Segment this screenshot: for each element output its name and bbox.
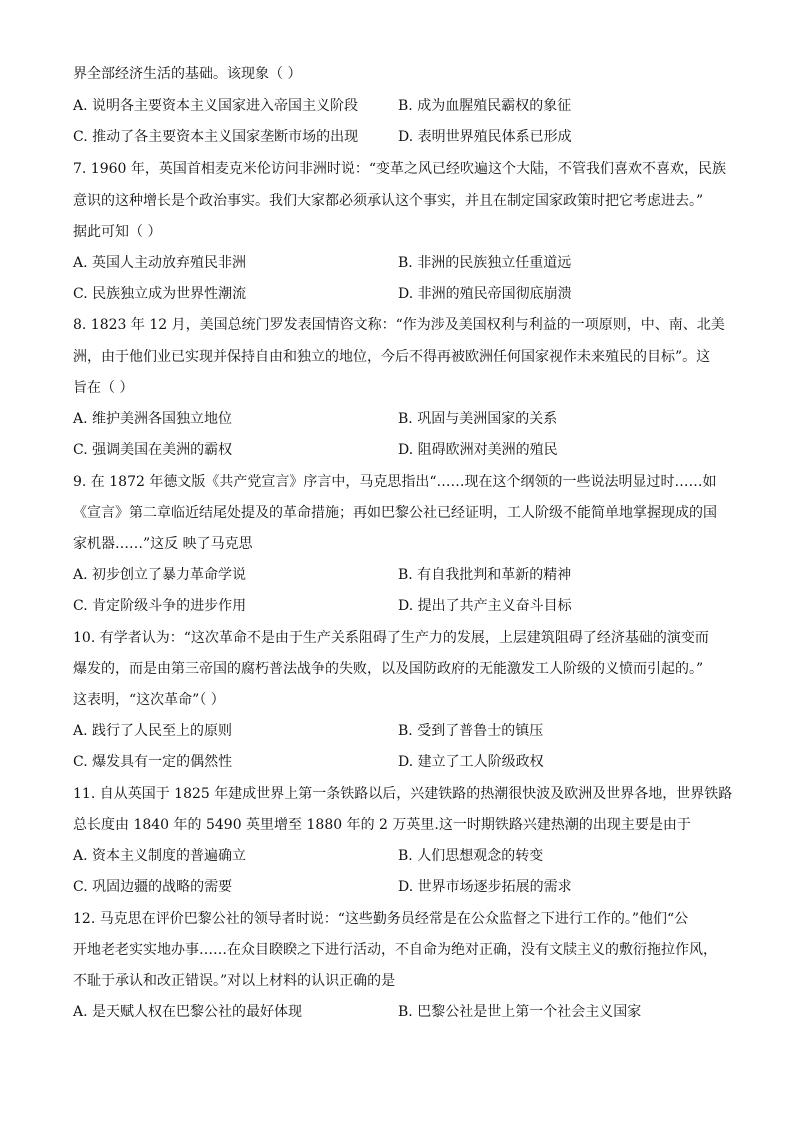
question-9-option-a: A. 初步创立了暴力革命学说 (73, 567, 247, 583)
question-8-option-a: A. 维护美洲各国独立地位 (73, 411, 233, 427)
question-10-stem-line-1: 10. 有学者认为：“这次革命不是由于生产关系阻碍了生产力的发展，上层建筑阻碍了经济基础的演变而 (73, 630, 709, 646)
question-11-stem-line-2: 总长度由 1840 年的 5490 英里增至 1880 年的 2 万英里.这一时期铁路兴建热潮的出现主要是由于 (73, 817, 691, 833)
question-10-stem-line-3: 这表明，“这次革命”（ ） (73, 692, 225, 708)
question-8-option-d: D. 阻碍欧洲对美洲的殖民 (398, 442, 558, 458)
option-b: B. 成为血腥殖民霸权的象征 (398, 98, 572, 114)
question-12-stem-line-1: 12. 马克思在评价巴黎公社的领导者时说：“这些勤务员经常是在公众监督之下进行工作的。”他们“公 (73, 911, 689, 927)
question-10-option-c: C. 爆发具有一定的偶然性 (73, 754, 233, 770)
question-stem-line: 界全部经济生活的基础。该现象（ ） (73, 66, 302, 82)
question-11-option-b: B. 人们思想观念的转变 (398, 848, 544, 864)
question-8-stem-line-3: 旨在（ ） (73, 380, 134, 396)
question-10-stem-line-2: 爆发的，而是由第三帝国的腐朽普法战争的失败，以及国防政府的无能激发工人阶级的义愤而引起的。” (73, 661, 704, 677)
question-8-option-b: B. 巩固与美洲国家的关系 (398, 411, 558, 427)
question-11-option-d: D. 世界市场逐步拓展的需求 (398, 879, 572, 895)
question-10-option-a: A. 践行了人民至上的原则 (73, 723, 233, 739)
question-7-option-a: A. 英国人主动放弃殖民非洲 (73, 255, 247, 271)
question-12-stem-line-2: 开地老老实实地办事……在众目睽睽之下进行活动，不自命为绝对正确，没有文牍主义的敷衍拖拉作风， (73, 942, 717, 958)
question-9-option-b: B. 有自我批判和革新的精神 (398, 567, 572, 583)
question-7-stem-line-1: 7. 1960 年，英国首相麦克米伦访问非洲时说：“变革之风已经吹遍这个大陆，不管我们喜欢不喜欢，民族 (73, 161, 727, 177)
option-d: D. 表明世界殖民体系已形成 (398, 129, 572, 145)
question-9-stem-line-1: 9. 在 1872 年德文版《共产党宣言》序言中，马克思指出“……现在这个纲领的一些说法明显过时……如 (73, 474, 717, 490)
question-11-option-a: A. 资本主义制度的普遍确立 (73, 848, 247, 864)
question-12-option-b: B. 巴黎公社是世上第一个社会主义国家 (398, 1004, 642, 1020)
option-c: C. 推动了各主要资本主义国家垄断市场的出现 (73, 129, 359, 145)
question-11-stem-line-1: 11. 自从英国于 1825 年建成世界上第一条铁路以后，兴建铁路的热潮很快波及欧洲及世界各地，世界铁路 (73, 786, 733, 802)
question-8-stem-line-1: 8. 1823 年 12 月，美国总统门罗发表国情咨文称：“作为涉及美国权利与利益的一项原则，中、南、北美 (73, 317, 725, 333)
question-9-option-d: D. 提出了共产主义奋斗目标 (398, 598, 572, 614)
question-8-option-c: C. 强调美国在美洲的霸权 (73, 442, 233, 458)
question-8-stem-line-2: 洲，由于他们业已实现并保持自由和独立的地位，今后不得再被欧洲任何国家视作未来殖民的目标”。这 (73, 349, 711, 365)
question-9-stem-line-2: 《宣言》第二章临近结尾处提及的革命措施；再如巴黎公社已经证明，工人阶级不能简单地掌握现成的国 (73, 505, 717, 521)
question-7-stem-line-3: 据此可知（ ） (73, 224, 162, 240)
question-7-option-d: D. 非洲的殖民帝国彻底崩溃 (398, 286, 572, 302)
question-9-stem-line-3: 家机器……”这反 映了马克思 (73, 536, 253, 552)
question-9-option-c: C. 肯定阶级斗争的进步作用 (73, 598, 247, 614)
question-10-option-b: B. 受到了普鲁士的镇压 (398, 723, 544, 739)
question-7-stem-line-2: 意识的这种增长是个政治事实。我们大家都必须承认这个事实，并且在制定国家政策时把它考虑进去。” (73, 193, 704, 209)
option-a: A. 说明各主要资本主义国家进入帝国主义阶段 (73, 98, 359, 114)
question-7-option-b: B. 非洲的民族独立任重道远 (398, 255, 572, 271)
question-11-option-c: C. 巩固边疆的战略的需要 (73, 879, 233, 895)
question-12-stem-line-3: 不耻于承认和改正错误。”对以上材料的认识正确的是 (73, 973, 396, 989)
question-12-option-a: A. 是天赋人权在巴黎公社的最好体现 (73, 1004, 303, 1020)
question-10-option-d: D. 建立了工人阶级政权 (398, 754, 544, 770)
question-7-option-c: C. 民族独立成为世界性潮流 (73, 286, 247, 302)
